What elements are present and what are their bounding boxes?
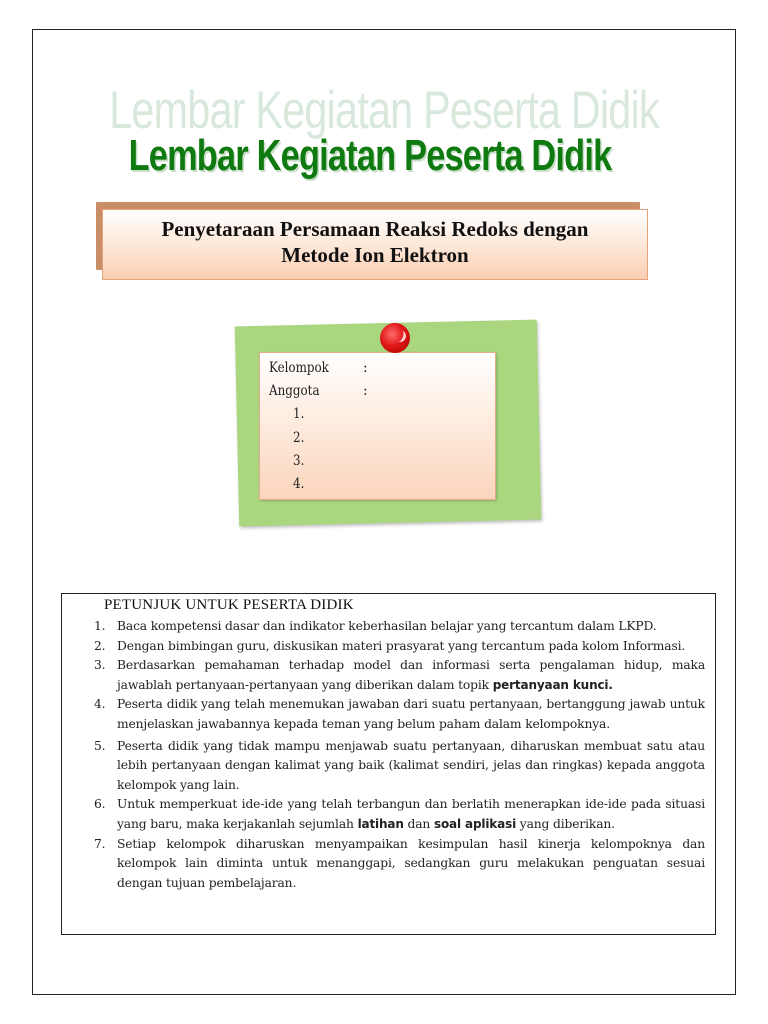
list-item (94, 695, 705, 734)
list-text: Peserta didik yang tidak mampu menjawab suatu pertanyaan, diharuskan membuat satu atau lebih pertanyaan dengan kalimat yang baik (kalimat sendiri, jelas dan ringkas) kepada anggota kelompok yang lain. (117, 738, 705, 792)
group-card (259, 352, 496, 500)
member-3: 3. (293, 453, 305, 469)
list-text: yang diberikan. (516, 816, 615, 831)
page-title: Lembar Kegiatan Peserta Didik (128, 131, 612, 180)
anggota-label: Anggota (269, 383, 320, 399)
list-text: Berdasarkan pemahaman terhadap model dan informasi serta pengalaman hidup, maka jawablah pertanyaan-pertanyaan yang diberikan dalam topik (117, 658, 705, 692)
list-item (94, 656, 705, 695)
list-text: Peserta didik yang telah menemukan jawaban dari suatu pertanyaan, bertanggung jawab untuk menjelaskan jawabannya kepada teman yang belum paham dalam kelompoknya. (117, 697, 705, 731)
topic-box (102, 209, 648, 280)
list-number: 2. (94, 638, 106, 653)
list-number: 4. (94, 697, 106, 712)
list-text: Dengan bimbingan guru, diskusikan materi prasyarat yang tercantum pada kolom Informasi. (117, 638, 686, 653)
list-item (94, 795, 705, 834)
list-text: Untuk memperkuat ide-ide yang telah terbangun dan berlatih menerapkan ide-ide pada situasi yang baru, maka kerjakanlah sejumlah (117, 797, 705, 831)
list-number: 7. (94, 836, 106, 851)
list-item (94, 835, 705, 894)
instructions-list (94, 617, 705, 893)
bold-term: latihan (357, 816, 404, 831)
kelompok-colon: : (363, 360, 368, 376)
list-text: Baca kompetensi dasar dan indikator keberhasilan belajar yang tercantum dalam LKPD. (117, 619, 657, 633)
list-number: 6. (94, 797, 106, 812)
list-text: dan (403, 816, 434, 831)
bold-term: soal aplikasi (433, 816, 517, 831)
list-item (94, 737, 705, 796)
bold-term: pertanyaan kunci. (492, 677, 613, 692)
member-4: 4. (293, 476, 305, 492)
list-number: 1. (94, 619, 106, 633)
topic-line-1: Penyetaraan Persamaan Reaksi Redoks dengan (161, 217, 589, 241)
list-item (94, 617, 705, 637)
list-number: 5. (94, 738, 106, 753)
list-number: 3. (94, 658, 106, 673)
topic-line-2: Metode Ion Elektron (281, 243, 469, 267)
anggota-colon: : (363, 383, 368, 399)
kelompok-label: Kelompok (269, 360, 329, 376)
member-1: 1. (293, 406, 305, 422)
list-item (94, 637, 705, 657)
list-text: Setiap kelompok diharuskan menyampaikan kesimpulan hasil kinerja kelompoknya dan kelompok lain diminta untuk menanggapi, sedangkan guru melakukan penguatan sesuai dengan tujuan pembelajaran. (117, 836, 705, 890)
title-shadow-text: Lembar Kegiatan Peserta Didik (109, 81, 659, 140)
member-2: 2. (293, 430, 305, 446)
instructions-heading: PETUNJUK UNTUK PESERTA DIDIK (104, 597, 354, 613)
